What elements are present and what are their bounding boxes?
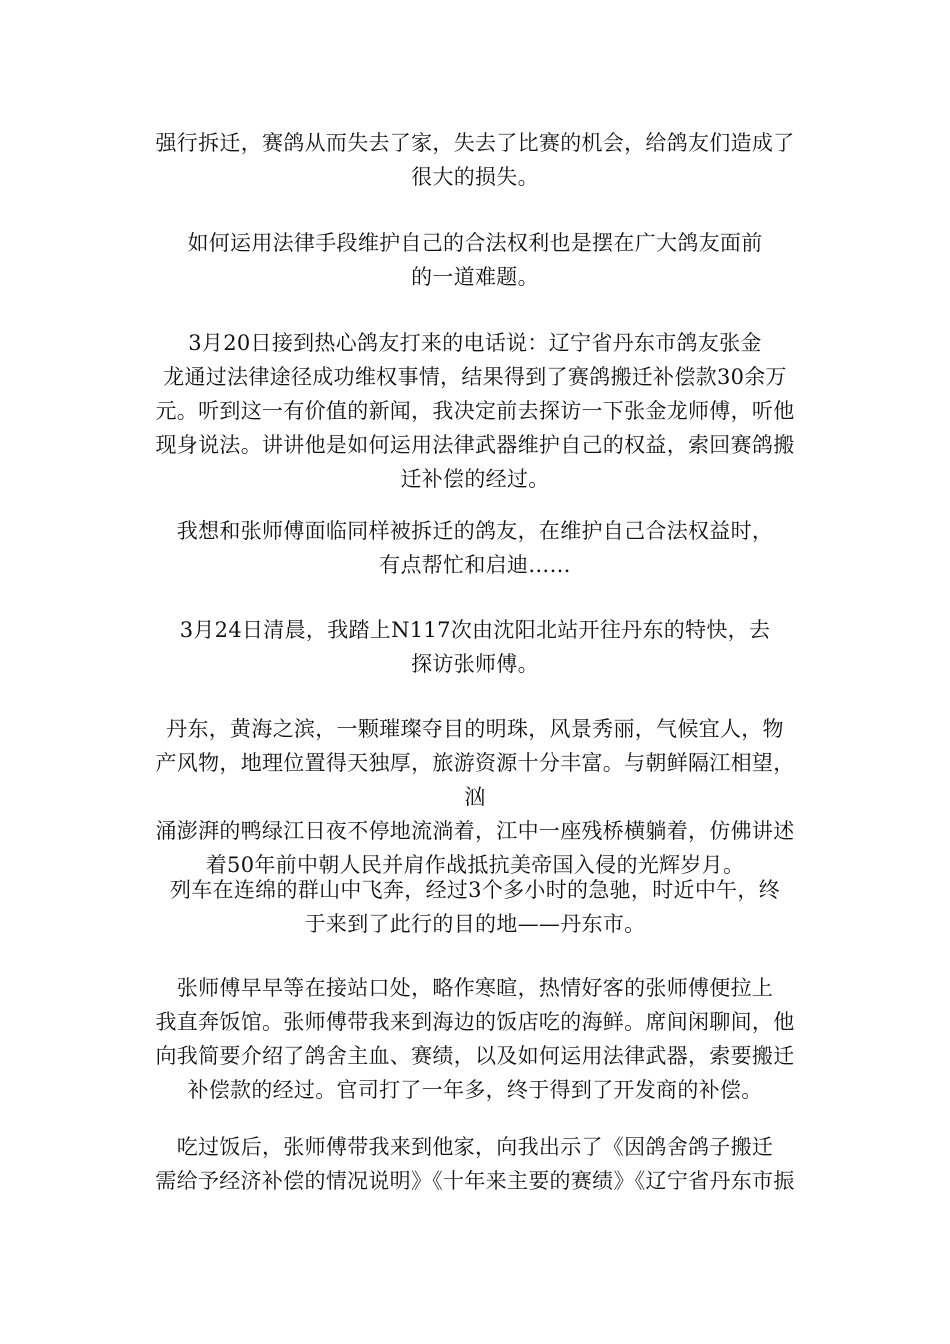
paragraph-7: 列车在连绵的群山中飞奔，经过3个多小时的急驰，时近中午，终 于来到了此行的目的地——丹东市。 [169, 878, 781, 936]
paragraph-8: 张师傅早早等在接站口处，略作寒暄，热情好客的张师傅便拉上 我直奔饭馆。张师傅带我来到海边的饭店吃的海鲜。席间闲聊间，他 向我简要介绍了鸽舍主血、赛绩，以及如何运用法律武器，索要搬迁 补偿款的经过。官司打了一年多，终于得到了开发商的补偿。 [155, 976, 795, 1102]
paragraph-3: 3月20日接到热心鸽友打来的电话说：辽宁省丹东市鸽友张金 龙通过法律途径成功维权事情，结果得到了赛鸽搬迁补偿款30余万 元。听到这一有价值的新闻，我决定前去探访一下张金龙师傅，听他 现身说法。讲讲他是如何运用法律武器维护自己的权益，索回赛鸽搬 迁补偿的经过。 [155, 331, 795, 491]
paragraph-6: 丹东，黄海之滨，一颗璀璨夺目的明珠，风景秀丽，气候宜人，物 产风物，地理位置得天独厚，旅游资源十分丰富。与朝鲜隔江相望，汹 涌澎湃的鸭绿江日夜不停地流淌着，江中一座残桥横躺着，仿佛讲述 着50年前中朝人民并肩作战抵抗美帝国入侵的光辉岁月。 [155, 717, 795, 877]
paragraph-2: 如何运用法律手段维护自己的合法权利也是摆在广大鸽友面前 的一道难题。 [187, 231, 763, 289]
paragraph-9: 吃过饭后，张师傅带我来到他家，向我出示了《因鸽舍鸽子搬迁 需给予经济补偿的情况说明》《十年来主要的赛绩》《辽宁省丹东市振 [155, 1135, 795, 1193]
paragraph-5: 3月24日清晨，我踏上N117次由沈阳北站开往丹东的特快，去 探访张师傅。 [179, 618, 771, 676]
paragraph-1: 强行拆迁，赛鸽从而失去了家，失去了比赛的机会，给鸽友们造成了 很大的损失。 [155, 131, 795, 189]
paragraph-4: 我想和张师傅面临同样被拆迁的鸽友，在维护自己合法权益时， 有点帮忙和启迪…… [176, 519, 774, 577]
